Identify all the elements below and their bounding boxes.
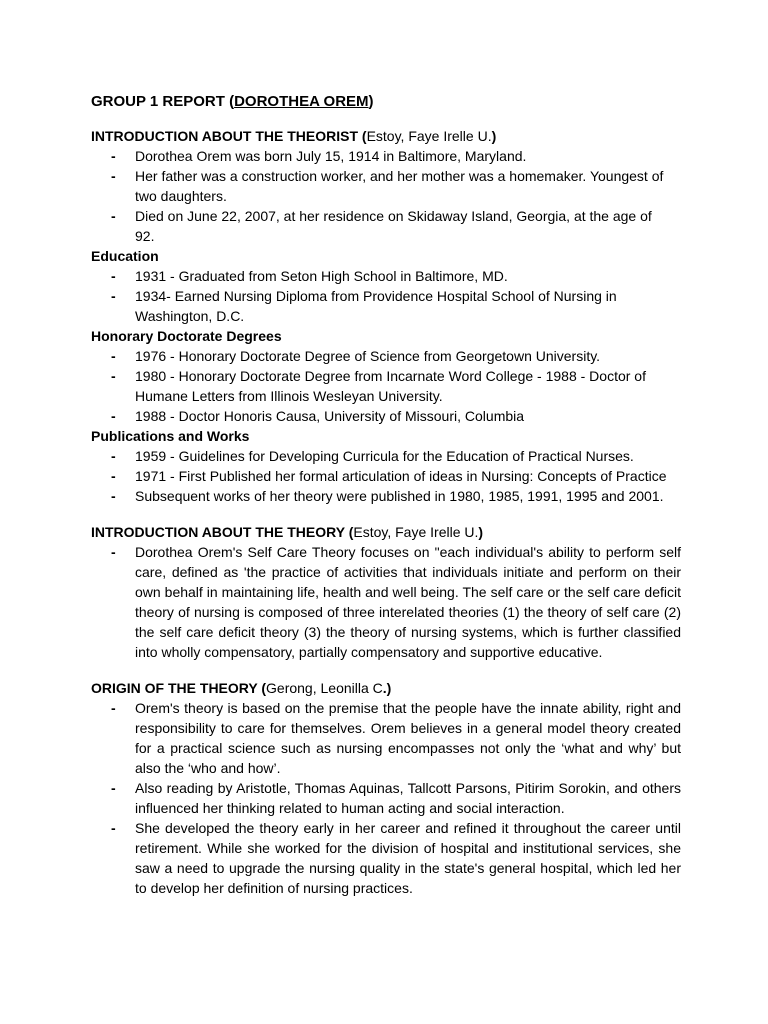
section-author: Gerong, Leonilla C: [266, 680, 383, 696]
bullet-dash: -: [111, 780, 116, 796]
bullet-dash: -: [111, 544, 116, 560]
list-item-text: Subsequent works of her theory were published in 1980, 1985, 1991, 1995 and 2001.: [135, 488, 664, 504]
section-heading-theorist: [91, 126, 681, 146]
subsection-heading-honorary: Honorary Doctorate Degrees: [91, 328, 282, 344]
list-item: [91, 542, 681, 662]
list-item-text: 1971 - First Published her formal articulation of ideas in Nursing: Concepts of Practice: [135, 468, 667, 484]
list-item-text: Dorothea Orem was born July 15, 1914 in Baltimore, Maryland.: [135, 148, 527, 164]
title-prefix: GROUP 1 REPORT (: [91, 93, 235, 110]
subsection-heading-publications: Publications and Works: [91, 428, 250, 444]
section-heading-close: ): [478, 524, 484, 540]
list-item-text: Died on June 22, 2007, at her residence on Skidaway Island, Georgia, at the age of 92.: [135, 208, 652, 244]
list-item: [91, 698, 681, 778]
bullet-dash: -: [111, 288, 116, 304]
list-item: [91, 466, 681, 486]
list-item: [91, 286, 681, 326]
bullet-dash: -: [111, 208, 116, 224]
section-heading-theory: [91, 522, 681, 542]
bullet-dash: -: [111, 488, 116, 504]
bullet-dash: -: [111, 448, 116, 464]
bullet-dash: -: [111, 468, 116, 484]
list-item-text: 1959 - Guidelines for Developing Curricula for the Education of Practical Nurses.: [135, 448, 634, 464]
list-item-text: Also reading by Aristotle, Thomas Aquinas, Tallcott Parsons, Pitirim Sorokin, and others influenced her thinking related to human acting and social interaction.: [135, 780, 681, 816]
section-heading-close: .): [382, 680, 392, 696]
bullet-list: [91, 542, 681, 662]
section-author: Estoy, Faye Irelle U.: [353, 524, 479, 540]
list-item-text: 1988 - Doctor Honoris Causa, University of Missouri, Columbia: [135, 408, 525, 424]
bullet-dash: -: [111, 268, 116, 284]
list-item: [91, 206, 681, 246]
bullet-dash: -: [111, 700, 116, 716]
list-item-text: 1980 - Honorary Doctorate Degree from Incarnate Word College - 1988 - Doctor of Humane Letters from Illinois Wesleyan University.: [135, 368, 646, 404]
list-item-text: 1931 - Graduated from Seton High School in Baltimore, MD.: [135, 268, 508, 284]
list-item: [91, 486, 681, 506]
bullet-dash: -: [111, 368, 116, 384]
list-item-text: 1976 - Honorary Doctorate Degree of Science from Georgetown University.: [135, 348, 601, 364]
list-item-text: Dorothea Orem's Self Care Theory focuses on "each individual's ability to perform self care, defined as 'the practice of activities that individuals initiate and perform on their own behalf in maintaining life, health and well being. The self care or the self care deficit theory of nursing is composed of three interelated theories (1) the theory of self care (2) the self care deficit theory (3) the theory of nursing systems, which is further classified into wholly compensatory, partially compensatory and supportive educative.: [135, 544, 681, 660]
bullet-list: [91, 146, 681, 246]
list-item-text: 1934- Earned Nursing Diploma from Providence Hospital School of Nursing in Washington, D.C.: [135, 288, 617, 324]
list-item-text: Her father was a construction worker, and her mother was a homemaker. Youngest of two daughters.: [135, 168, 664, 204]
section-heading-close: ): [491, 128, 497, 144]
bullet-dash: -: [111, 168, 116, 184]
section-heading-origin: [91, 678, 681, 698]
list-item: [91, 146, 681, 166]
document-page: [91, 92, 681, 898]
list-item: [91, 446, 681, 466]
section-heading-text: INTRODUCTION ABOUT THE THEORY (: [91, 524, 354, 540]
list-item: [91, 818, 681, 898]
section-heading-text: INTRODUCTION ABOUT THE THEORIST (: [91, 128, 367, 144]
section-heading-text: ORIGIN OF THE THEORY (: [91, 680, 267, 696]
list-item: [91, 166, 681, 206]
bullet-dash: -: [111, 148, 116, 164]
list-item: [91, 266, 681, 286]
document-title: [91, 92, 681, 112]
title-name: DOROTHEA OREM: [234, 93, 369, 110]
list-item: [91, 366, 681, 406]
list-item: [91, 406, 681, 426]
bullet-list: [91, 698, 681, 898]
list-item-text: Orem's theory is based on the premise that the people have the innate ability, right and responsibility to care for themselves. Orem believes in a general model theory created for a practical science such as nursing encompasses not only the ‘what and why’ but also the ‘who and how’.: [135, 700, 681, 776]
section-author: Estoy, Faye Irelle U.: [366, 128, 492, 144]
bullet-list: [91, 446, 681, 506]
list-item: [91, 778, 681, 818]
bullet-dash: -: [111, 348, 116, 364]
title-suffix: ): [368, 93, 374, 110]
bullet-list: [91, 346, 681, 426]
bullet-list: [91, 266, 681, 326]
bullet-dash: -: [111, 820, 116, 836]
list-item-text: She developed the theory early in her career and refined it throughout the career until retirement. While she worked for the division of hospital and institutional services, she saw a need to upgrade the nursing quality in the state's general hospital, which led her to develop her definition of nursing practices.: [135, 820, 681, 896]
bullet-dash: -: [111, 408, 116, 424]
list-item: [91, 346, 681, 366]
subsection-heading-education: Education: [91, 248, 159, 264]
